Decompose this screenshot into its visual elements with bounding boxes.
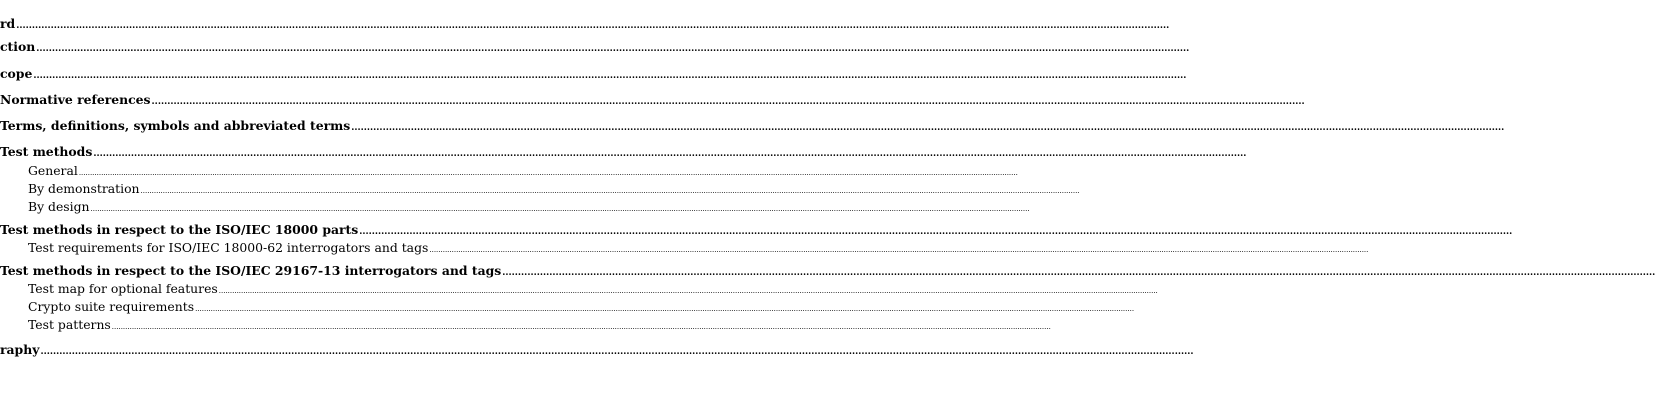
toc-title: cope	[0, 66, 33, 81]
toc-number	[0, 299, 28, 314]
toc-entry-foreword[interactable]	[0, 16, 1170, 34]
toc-title: By design	[28, 199, 90, 214]
toc-leader: ......................................................................................................................................................................................................................................................................................................................................................................................................................................	[111, 323, 1051, 331]
toc-number	[0, 240, 28, 255]
toc-title: Test methods in respect to the ISO/IEC 29167-13 interrogators and tags	[0, 263, 502, 278]
toc-entry-by-demonstration[interactable]	[0, 181, 1080, 199]
toc-leader: ................................................................................................................................................................................................................................................................................................................................................................................	[502, 268, 1655, 278]
toc-leader: ................................................................................................................................................................................................................................................................................................................................................................................	[151, 97, 1305, 107]
toc-leader: ......................................................................................................................................................................................................................................................................................................................................................................................................................................	[195, 305, 1135, 313]
toc-title: Test patterns	[28, 317, 111, 332]
toc-leader: ......................................................................................................................................................................................................................................................................................................................................................................................................................................	[78, 169, 1018, 177]
toc-entry-terms-definitions[interactable]	[0, 118, 1505, 136]
toc-leader: ................................................................................................................................................................................................................................................................................................................................................................................	[16, 21, 1170, 31]
toc-number	[0, 181, 28, 196]
toc-number	[0, 317, 28, 332]
toc-leader: ................................................................................................................................................................................................................................................................................................................................................................................	[36, 44, 1190, 54]
toc-title: Test requirements for ISO/IEC 18000-62 interrogators and tags	[28, 240, 429, 255]
toc-leader: ................................................................................................................................................................................................................................................................................................................................................................................	[359, 227, 1513, 237]
toc-title: Test methods in respect to the ISO/IEC 18000 parts	[0, 222, 359, 237]
toc-entry-test-methods[interactable]	[0, 144, 1247, 162]
toc-entry-iso-18000-parts[interactable]	[0, 222, 1513, 240]
toc-title: Terms, definitions, symbols and abbreviated terms	[0, 118, 351, 133]
toc-number	[0, 281, 28, 296]
toc-entry-test-map[interactable]	[0, 281, 1158, 299]
toc-leader: ................................................................................................................................................................................................................................................................................................................................................................................	[33, 71, 1187, 81]
toc-leader: ................................................................................................................................................................................................................................................................................................................................................................................	[93, 149, 1247, 159]
toc-entry-iso-29167-13[interactable]	[0, 263, 1655, 281]
toc-number	[0, 163, 28, 178]
toc-entry-introduction[interactable]	[0, 39, 1190, 57]
toc-title: ction	[0, 39, 36, 54]
toc-title: General	[28, 163, 78, 178]
toc-entry-test-patterns[interactable]	[0, 317, 1051, 335]
toc-leader: ......................................................................................................................................................................................................................................................................................................................................................................................................................................	[140, 187, 1080, 195]
toc-title: Test map for optional features	[28, 281, 218, 296]
toc-entry-bibliography[interactable]	[0, 342, 1194, 360]
toc-number	[0, 199, 28, 214]
toc-title: rd	[0, 16, 16, 31]
toc-title: Normative references	[0, 92, 151, 107]
toc-leader: ......................................................................................................................................................................................................................................................................................................................................................................................................................................	[90, 205, 1030, 213]
toc-entry-general[interactable]	[0, 163, 1018, 181]
toc-leader: ......................................................................................................................................................................................................................................................................................................................................................................................................................................	[429, 246, 1369, 254]
toc-leader: ................................................................................................................................................................................................................................................................................................................................................................................	[351, 123, 1505, 133]
toc-leader: ................................................................................................................................................................................................................................................................................................................................................................................	[40, 347, 1194, 357]
toc-entry-18000-62-requirements[interactable]	[0, 240, 1369, 258]
toc-entry-normative-references[interactable]	[0, 92, 1305, 110]
toc-leader: ......................................................................................................................................................................................................................................................................................................................................................................................................................................	[218, 287, 1158, 295]
toc-title: Crypto suite requirements	[28, 299, 195, 314]
toc-entry-scope[interactable]	[0, 66, 1187, 84]
toc-entry-crypto-suite[interactable]	[0, 299, 1135, 317]
toc-title: By demonstration	[28, 181, 140, 196]
toc-title: Test methods	[0, 144, 93, 159]
toc-entry-by-design[interactable]	[0, 199, 1030, 217]
toc-title: raphy	[0, 342, 40, 357]
